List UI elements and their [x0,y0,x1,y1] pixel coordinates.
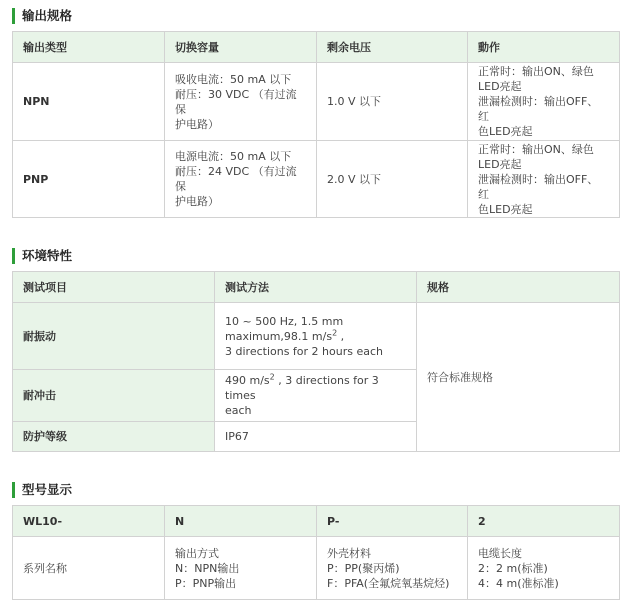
residual-pnp: 2.0 V 以下 [317,141,468,218]
section-title-environment: 环境特性 [12,248,72,264]
action-pnp [468,141,620,218]
section-title-model: 型号显示 [12,482,72,498]
cell-line: 正常时：输出ON、绿色 [478,65,594,78]
cell-line: 护电路） [175,195,219,208]
residual-npn: 1.0 V 以下 [317,63,468,141]
method-protection: IP67 [215,422,417,452]
item-protection: 防护等级 [13,422,215,452]
cell-line: P：PNP输出 [175,576,237,590]
item-shock: 耐冲击 [13,370,215,422]
cell-line: 电缆长度 [478,546,522,560]
header-spec: 规格 [417,272,620,303]
environment-table [12,271,620,452]
table-row [13,303,620,370]
desc-series [13,537,165,600]
desc-cable [468,537,620,600]
cell-line: 耐压：30 VDC （有过流保 [175,87,297,116]
cell-text: 490 m/s [225,374,270,387]
desc-housing [317,537,468,600]
cell-line: 色LED亮起 [478,125,533,138]
cell-line: N：NPN输出 [175,561,240,575]
capacity-pnp [165,141,317,218]
cell-text: , [337,329,345,343]
model-table [12,505,620,600]
cell-line: 吸收电流：50 mA 以下 [175,72,292,86]
output-spec-table [12,31,620,218]
cell-line: 4：4 m(准标准) [478,576,559,590]
cell-line: 输出方式 [175,546,219,560]
cell-line [225,329,406,344]
model-code-series: WL10- [13,506,165,537]
desc-output [165,537,317,600]
item-vibration: 耐振动 [13,303,215,370]
cell-line: LED亮起 [478,157,522,171]
cell-text: maximum,98.1 m/s [225,329,333,343]
cell-line: 系列名称 [23,561,67,575]
cell-line: 3 directions for 2 hours each [225,344,383,358]
model-code-output: N [165,506,317,537]
output-type-npn: NPN [13,63,165,141]
action-npn [468,63,620,141]
header-output-type: 输出类型 [13,32,165,63]
header-test-item: 测试项目 [13,272,215,303]
table-row [13,537,620,600]
cell-line: 泄漏检测时：输出OFF、红 [478,172,599,201]
superscript: 2 [332,327,338,337]
spec-standard: 符合标准规格 [417,303,620,452]
table-header-row [13,272,620,303]
table-header-row [13,506,620,537]
header-residual-voltage: 剩余电压 [317,32,468,63]
cell-line: 10 ~ 500 Hz, 1.5 mm [225,314,344,328]
model-code-housing: P- [317,506,468,537]
table-row [13,141,620,218]
table-header-row [13,32,620,63]
cell-line: 色LED亮起 [478,202,533,216]
table-row [13,63,620,141]
header-switching-capacity: 切换容量 [165,32,317,63]
output-type-pnp: PNP [13,141,165,218]
cell-line: 正常时：输出ON、绿色 [478,142,594,156]
cell-line [225,373,406,403]
cell-line: 耐压：24 VDC （有过流保 [175,165,297,193]
cell-line: 电源电流：50 mA 以下 [175,150,292,163]
cell-line: F：PFA(全氟烷氧基烷烃) [327,576,450,590]
header-action: 動作 [468,32,620,63]
cell-line: 2：2 m(标准) [478,561,548,575]
method-shock [215,370,417,422]
section-title-output-spec: 输出规格 [12,8,72,24]
header-test-method: 测试方法 [215,272,417,303]
capacity-npn [165,63,317,141]
cell-line: 外壳材料 [327,546,371,560]
cell-line: 护电路） [175,117,219,131]
cell-line: P：PP(聚丙烯) [327,561,400,575]
cell-line: 泄漏检测时：输出OFF、红 [478,95,599,123]
superscript: 2 [269,372,275,382]
cell-line: LED亮起 [478,80,522,93]
method-vibration [215,303,417,370]
cell-text: , 3 directions for 3 times [225,374,379,402]
cell-line: each [225,404,252,417]
model-code-cable: 2 [468,506,620,537]
